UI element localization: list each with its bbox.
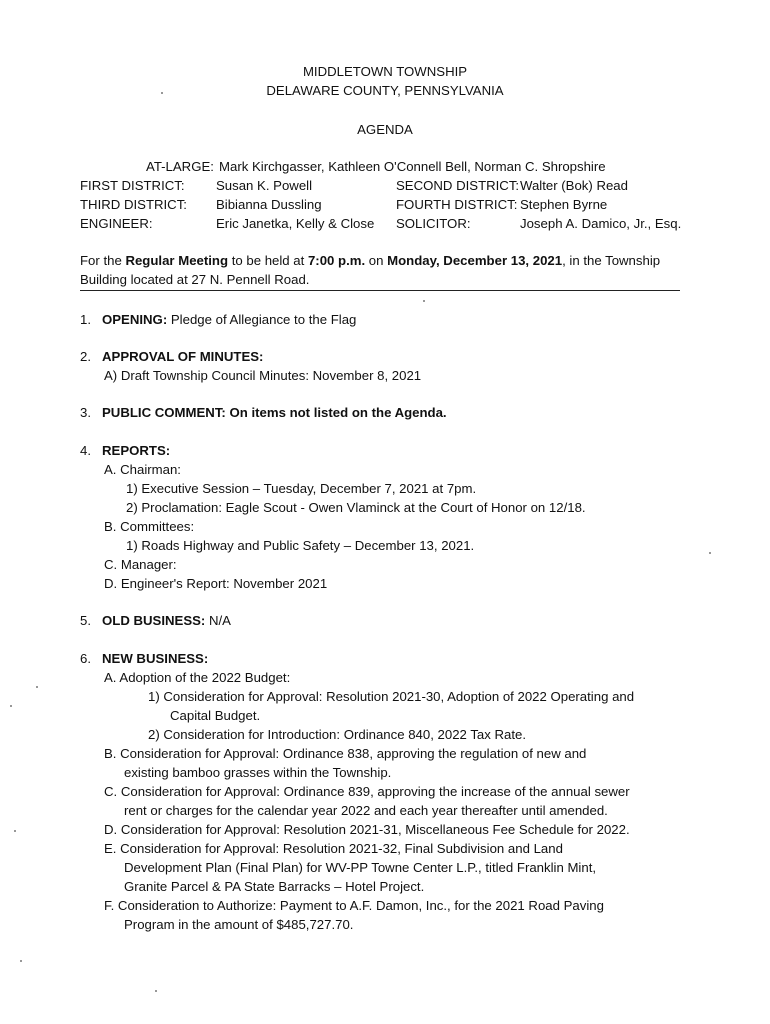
reports-item-d: D. Engineer's Report: November 2021	[104, 576, 328, 591]
reports-item-a2: 2) Proclamation: Eagle Scout - Owen Vlaminck at the Court of Honor on 12/18.	[126, 500, 586, 515]
reports-item-c: C. Manager:	[104, 557, 177, 572]
second-district-label: SECOND DISTRICT:	[396, 178, 520, 193]
meeting-time: 7:00 p.m.	[307, 253, 366, 268]
third-district-name: Bibianna Dussling	[216, 197, 322, 212]
item-number: 5.	[80, 613, 91, 628]
third-district-label: THIRD DISTRICT:	[80, 197, 187, 212]
doc-title: AGENDA	[357, 122, 413, 137]
new-business-item-c: C. Consideration for Approval: Ordinance 839, approving the increase of the annual sewer	[104, 784, 630, 799]
scan-speck	[10, 705, 12, 707]
meeting-date: Monday, December 13, 2021	[387, 253, 563, 268]
scan-speck	[155, 990, 157, 992]
fourth-district-label: FOURTH DISTRICT:	[396, 197, 518, 212]
solicitor-name: Joseph A. Damico, Jr., Esq.	[520, 216, 682, 231]
new-business-item-e-cont2: Granite Parcel & PA State Barracks – Hotel Project.	[124, 879, 425, 894]
new-business-heading: NEW BUSINESS:	[102, 651, 209, 666]
second-district-name: Walter (Bok) Read	[520, 178, 628, 193]
item-number: 4.	[80, 443, 91, 458]
new-business-item-a1-cont: Capital Budget.	[170, 708, 261, 723]
meeting-notice	[80, 251, 660, 270]
reports-item-a: A. Chairman:	[104, 462, 181, 477]
minutes-heading: APPROVAL OF MINUTES:	[102, 349, 264, 364]
meeting-notice-text-1: For the	[80, 253, 126, 268]
reports-heading: REPORTS:	[102, 443, 171, 458]
engineer-label: ENGINEER:	[80, 216, 153, 231]
first-district-name: Susan K. Powell	[216, 178, 313, 193]
first-district-label: FIRST DISTRICT:	[80, 178, 185, 193]
new-business-item-e-cont1: Development Plan (Final Plan) for WV-PP Towne Center L.P., titled Franklin Mint,	[124, 860, 597, 875]
scan-speck	[20, 960, 22, 962]
item-number: 6.	[80, 651, 91, 666]
new-business-item-b: B. Consideration for Approval: Ordinance 838, approving the regulation of new and	[104, 746, 587, 761]
old-business-text: N/A	[205, 613, 231, 628]
scan-speck	[161, 92, 163, 94]
scan-speck	[709, 552, 711, 554]
new-business-item-c-cont: rent or charges for the calendar year 2022 and each year thereafter until amended.	[124, 803, 608, 818]
fourth-district-name: Stephen Byrne	[520, 197, 608, 212]
meeting-notice-text-3: on	[365, 253, 388, 268]
scan-speck	[14, 830, 16, 832]
opening-heading: OPENING:	[102, 312, 168, 327]
new-business-item-d: D. Consideration for Approval: Resolution 2021-31, Miscellaneous Fee Schedule for 2022.	[104, 822, 630, 837]
item-number: 1.	[80, 312, 91, 327]
meeting-location: Building located at 27 N. Pennell Road.	[80, 272, 310, 287]
reports-item-b: B. Committees:	[104, 519, 195, 534]
new-business-item-a: A. Adoption of the 2022 Budget:	[104, 670, 291, 685]
scan-speck	[423, 300, 425, 302]
new-business-item-a2: 2) Consideration for Introduction: Ordinance 840, 2022 Tax Rate.	[148, 727, 527, 742]
new-business-item-b-cont: existing bamboo grasses within the Township.	[124, 765, 392, 780]
reports-item-b1: 1) Roads Highway and Public Safety – December 13, 2021.	[126, 538, 475, 553]
meeting-notice-text-2: to be held at	[228, 253, 308, 268]
reports-item-a1: 1) Executive Session – Tuesday, December 7, 2021 at 7pm.	[126, 481, 477, 496]
new-business-item-a1: 1) Consideration for Approval: Resolution 2021-30, Adoption of 2022 Operating and	[148, 689, 635, 704]
at-large-names: Mark Kirchgasser, Kathleen O'Connell Bell, Norman C. Shropshire	[219, 159, 606, 174]
county-title: DELAWARE COUNTY, PENNSYLVANIA	[266, 83, 504, 98]
item-number: 2.	[80, 349, 91, 364]
meeting-type: Regular Meeting	[125, 253, 229, 268]
item-number: 3.	[80, 405, 91, 420]
new-business-item-f: F. Consideration to Authorize: Payment to A.F. Damon, Inc., for the 2021 Road Paving	[104, 898, 604, 913]
public-comment-heading: PUBLIC COMMENT:	[102, 405, 226, 420]
old-business-item	[102, 611, 231, 630]
header-divider	[80, 290, 680, 291]
minutes-item-a: A) Draft Township Council Minutes: November 8, 2021	[104, 368, 422, 383]
old-business-heading: OLD BUSINESS:	[102, 613, 206, 628]
public-comment-text: On items not listed on the Agenda.	[225, 405, 447, 420]
opening-item	[102, 310, 356, 329]
engineer-name: Eric Janetka, Kelly & Close	[216, 216, 375, 231]
meeting-notice-text-4: , in the Township	[562, 253, 661, 268]
at-large-label: AT-LARGE:	[146, 159, 214, 174]
solicitor-label: SOLICITOR:	[396, 216, 471, 231]
org-title: MIDDLETOWN TOWNSHIP	[302, 64, 468, 79]
scan-speck	[36, 686, 38, 688]
new-business-item-f-cont: Program in the amount of $485,727.70.	[124, 917, 354, 932]
opening-text: Pledge of Allegiance to the Flag	[167, 312, 357, 327]
public-comment-item	[102, 403, 447, 422]
new-business-item-e: E. Consideration for Approval: Resolution 2021-32, Final Subdivision and Land	[104, 841, 563, 856]
